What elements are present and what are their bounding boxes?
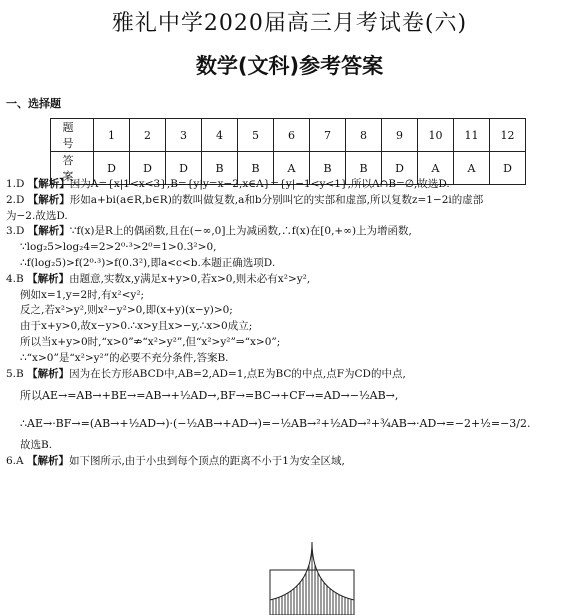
solution-number: 6.A	[6, 455, 24, 468]
solution-line	[6, 367, 574, 383]
question-number: 11	[454, 119, 490, 152]
solution-number: 3.D	[6, 225, 25, 238]
answer-cell: B	[202, 152, 238, 185]
question-number: 10	[418, 119, 454, 152]
question-number: 5	[238, 119, 274, 152]
solution-text: 形如a+bi(a∈R,b∈R)的数叫做复数,a和b分别叫它的实部和虚部,所以复数z=1−2i的虚部	[69, 193, 484, 206]
solution-line	[6, 240, 574, 256]
solution-text: ∴AE→·BF→=(AB→+½AD→)·(−½AB→+AD→)=−½AB→²+½AD→²+¾AB→·AD→=−2+½=−3/2.	[20, 417, 531, 431]
question-number: 12	[490, 119, 526, 152]
answer-cell: D	[94, 152, 130, 185]
answer-cell: D	[166, 152, 202, 185]
answer-cell: D	[490, 152, 526, 185]
solution-line	[6, 177, 574, 193]
solution-line	[6, 335, 574, 351]
number-label: 题 号	[51, 119, 94, 152]
shaded-region	[270, 542, 354, 615]
solution-line	[6, 410, 574, 438]
question-number: 2	[130, 119, 166, 152]
solution-line	[6, 303, 574, 319]
solution-line	[6, 288, 574, 304]
solution-text: 因为在长方形ABCD中,AB=2,AD=1,点E为BC的中点,点F为CD的中点,	[69, 367, 406, 380]
solution-line	[6, 351, 574, 367]
answer-label: 答 案	[51, 152, 94, 185]
answer-cell: A	[274, 152, 310, 185]
section-heading: 一、选择题	[6, 97, 61, 110]
solution-line	[6, 209, 574, 225]
solution-number: 4.B	[6, 272, 24, 285]
question-number: 3	[166, 119, 202, 152]
analysis-tag: 【解析】	[26, 455, 69, 468]
solution-text: 反之,若x²>y²,则x²−y²>0,即(x+y)(x−y)>0;	[20, 304, 233, 317]
answer-cell: D	[382, 152, 418, 185]
question-number: 7	[310, 119, 346, 152]
answer-subtitle: 数学(文科)参考答案	[195, 54, 384, 78]
question-number: 6	[274, 119, 310, 152]
solution-text: 为−2.故选D.	[6, 209, 68, 222]
solution-text: ∴“x>0”是“x²>y²”的必要不充分条件,答案B.	[20, 351, 229, 364]
question-number: 1	[94, 119, 130, 152]
solution-text: 由于x+y>0,故x−y>0.∴x>y且x>−y,∴x>0成立;	[20, 320, 253, 333]
answer-cell: B	[310, 152, 346, 185]
solution-number: 2.D	[6, 193, 25, 206]
answer-cell: B	[346, 152, 382, 185]
solution-line	[6, 193, 574, 209]
exam-title: 雅礼中学2020届高三月考试卷(六)	[111, 11, 468, 36]
analysis-tag: 【解析】	[27, 367, 70, 380]
answer-cell: A	[454, 152, 490, 185]
solution-number: 1.D	[6, 178, 25, 190]
answer-cell: B	[238, 152, 274, 185]
analysis-tag: 【解析】	[27, 178, 70, 190]
question-number: 8	[346, 119, 382, 152]
question-number: 9	[382, 119, 418, 152]
solutions-body	[6, 177, 574, 470]
solution-text: 因为A={x|1<x<3},B={y|y=x−2,x∈A}={y|−1<y<1},所以A∩B=∅,故选D.	[69, 178, 450, 190]
solution-line	[6, 256, 574, 272]
solution-text: 所以AE→=AB→+BE→=AB→+½AD→,BF→=BC→+CF→=AD→−½AB→,	[20, 389, 399, 403]
answer-cell: A	[418, 152, 454, 185]
solution-text: ∵f(x)是R上的偶函数,且在(−∞,0]上为减函数,∴f(x)在[0,+∞)上为增函数,	[69, 225, 412, 238]
solution-text: 所以当x+y>0时,“x>0”⇏“x²>y²”,但“x²>y²”⇒“x>0”;	[20, 335, 281, 348]
answer-table-number-row	[51, 119, 526, 152]
safe-region-figure	[266, 540, 358, 615]
question-number: 4	[202, 119, 238, 152]
solution-number: 5.B	[6, 367, 24, 380]
solution-text: 故选B.	[20, 439, 53, 452]
solution-text: 如下图所示,由于小虫到每个顶点的距离不小于1为安全区域,	[68, 455, 345, 468]
solution-text: ∴f(log₂5)>f(2⁰·³)>f(0.3²),即a<c<b.本题正确选项D.	[20, 256, 276, 269]
analysis-tag: 【解析】	[27, 272, 70, 285]
solution-line	[6, 272, 574, 288]
solution-text: 由题意,实数x,y满足x+y>0,若x>0,则未必有x²>y²,	[69, 272, 311, 285]
solution-line	[6, 224, 574, 240]
solution-line	[6, 438, 574, 454]
answer-cell: D	[130, 152, 166, 185]
analysis-tag: 【解析】	[27, 225, 70, 238]
solution-line	[6, 454, 574, 470]
solution-line	[6, 319, 574, 335]
analysis-tag: 【解析】	[27, 193, 70, 206]
solution-text: 例如x=1,y=2时,有x²<y²;	[20, 288, 145, 301]
solution-text: ∵log₂5>log₂4=2>2⁰·³>2⁰=1>0.3²>0,	[20, 241, 217, 254]
answer-table	[50, 118, 526, 185]
solution-line	[6, 382, 574, 410]
